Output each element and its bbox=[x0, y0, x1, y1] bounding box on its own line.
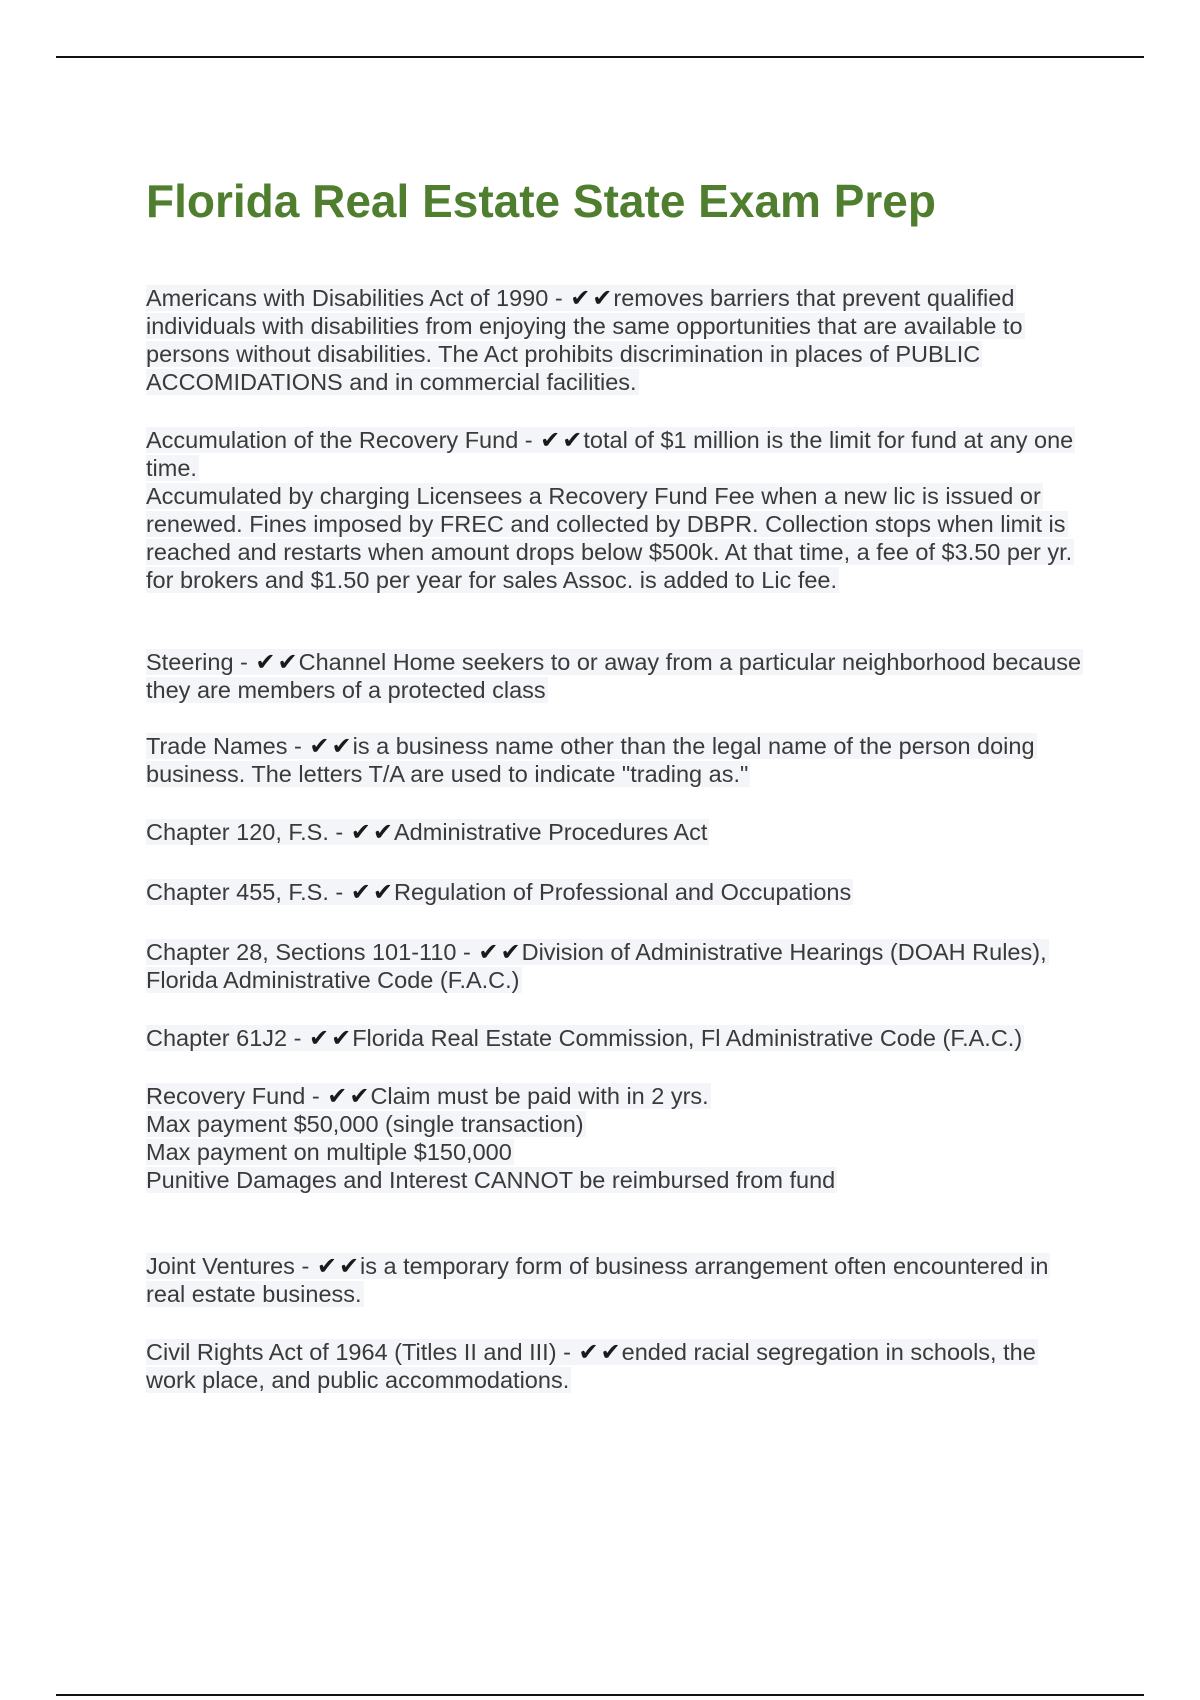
entry-definition: Regulation of Professional and Occupations bbox=[394, 879, 852, 905]
check-icon: ✔ bbox=[331, 1024, 352, 1052]
flashcard-entry bbox=[146, 818, 1086, 846]
check-icon: ✔ bbox=[255, 648, 276, 676]
flashcard-entry bbox=[146, 938, 1086, 994]
check-icon: ✔ bbox=[500, 938, 521, 966]
check-icon: ✔ bbox=[309, 732, 330, 760]
flashcard-list bbox=[146, 284, 1086, 1394]
flashcard-entry bbox=[146, 1338, 1086, 1394]
flashcard-entry bbox=[146, 732, 1086, 788]
entry-term: Recovery Fund - bbox=[146, 1083, 320, 1109]
flashcard-entry bbox=[146, 1024, 1086, 1052]
entry-term: Chapter 455, F.S. - bbox=[146, 879, 344, 905]
check-icon: ✔ bbox=[372, 818, 393, 846]
entry-term: Trade Names - bbox=[146, 733, 302, 759]
entry-definition: total of $1 million is the limit for fund at any one time. bbox=[146, 427, 1074, 481]
entry-term: Chapter 28, Sections 101-110 - bbox=[146, 939, 471, 965]
entry-term: Chapter 120, F.S. - bbox=[146, 819, 344, 845]
entry-definition: ended racial segregation in schools, the work place, and public accommodations. bbox=[146, 1339, 1036, 1393]
flashcard-entry bbox=[146, 648, 1086, 704]
entry-definition: Florida Real Estate Commission, Fl Administrative Code (F.A.C.) bbox=[352, 1025, 1023, 1051]
check-icon: ✔ bbox=[578, 1338, 599, 1366]
flashcard-entry bbox=[146, 1082, 1086, 1194]
top-rule bbox=[56, 56, 1144, 58]
check-icon: ✔ bbox=[592, 284, 613, 312]
entry-definition: Accumulated by charging Licensees a Recovery Fund Fee when a new lic is issued or renewed. Fines imposed by FREC and collected by DBPR. Collection stops when limit is reached and restarts when amount drops below $500k. At that time, a fee of $3.50 per yr. for brokers and $1.50 per year for sales Assoc. is added to Lic fee. bbox=[146, 483, 1073, 593]
check-icon: ✔ bbox=[350, 818, 371, 846]
entry-term: Civil Rights Act of 1964 (Titles II and III) - bbox=[146, 1339, 571, 1365]
check-icon: ✔ bbox=[349, 1082, 370, 1110]
check-icon: ✔ bbox=[600, 1338, 621, 1366]
check-icon: ✔ bbox=[540, 426, 561, 454]
entry-term: Accumulation of the Recovery Fund - bbox=[146, 427, 533, 453]
check-icon: ✔ bbox=[350, 878, 371, 906]
check-icon: ✔ bbox=[277, 648, 298, 676]
flashcard-entry bbox=[146, 426, 1086, 594]
check-icon: ✔ bbox=[570, 284, 591, 312]
entry-term: Steering - bbox=[146, 649, 248, 675]
entry-definition: Administrative Procedures Act bbox=[394, 819, 708, 845]
check-icon: ✔ bbox=[338, 1252, 360, 1280]
check-icon: ✔ bbox=[308, 1024, 330, 1052]
entry-term: Chapter 61J2 - bbox=[146, 1025, 302, 1051]
check-icon: ✔ bbox=[372, 878, 393, 906]
flashcard-entry bbox=[146, 1252, 1086, 1308]
entry-definition: removes barriers that prevent qualified individuals with disabilities from enjoying the same opportunities that are available to persons without disabilities. The Act prohibits discrimination in places of PUBLIC ACCOMIDATIONS and in commercial facilities. bbox=[146, 285, 1023, 395]
check-icon: ✔ bbox=[331, 732, 352, 760]
bottom-rule bbox=[56, 1694, 1144, 1696]
entry-definition: Punitive Damages and Interest CANNOT be reimbursed from fund bbox=[146, 1167, 836, 1193]
check-icon: ✔ bbox=[478, 938, 499, 966]
check-icon: ✔ bbox=[327, 1082, 348, 1110]
entry-definition: is a business name other than the legal name of the person doing business. The letters T/A are used to indicate "trading as." bbox=[146, 733, 1035, 787]
document-title: Florida Real Estate State Exam Prep bbox=[146, 175, 936, 227]
entry-term: Americans with Disabilities Act of 1990 - bbox=[146, 285, 563, 311]
check-icon: ✔ bbox=[562, 426, 583, 454]
flashcard-entry bbox=[146, 878, 1086, 906]
entry-definition: is a temporary form of business arrangement often encountered in real estate business. bbox=[146, 1253, 1049, 1307]
entry-definition: Channel Home seekers to or away from a particular neighborhood because they are members of a protected class bbox=[146, 649, 1082, 703]
entry-definition: Max payment on multiple $150,000 bbox=[146, 1139, 512, 1165]
entry-definition: Max payment $50,000 (single transaction) bbox=[146, 1111, 584, 1137]
entry-definition: Division of Administrative Hearings (DOAH Rules), Florida Administrative Code (F.A.C.) bbox=[146, 939, 1047, 993]
check-icon: ✔ bbox=[316, 1252, 337, 1280]
entry-term: Joint Ventures - bbox=[146, 1253, 310, 1279]
entry-definition: Claim must be paid with in 2 yrs. bbox=[370, 1083, 709, 1109]
flashcard-entry bbox=[146, 284, 1086, 396]
